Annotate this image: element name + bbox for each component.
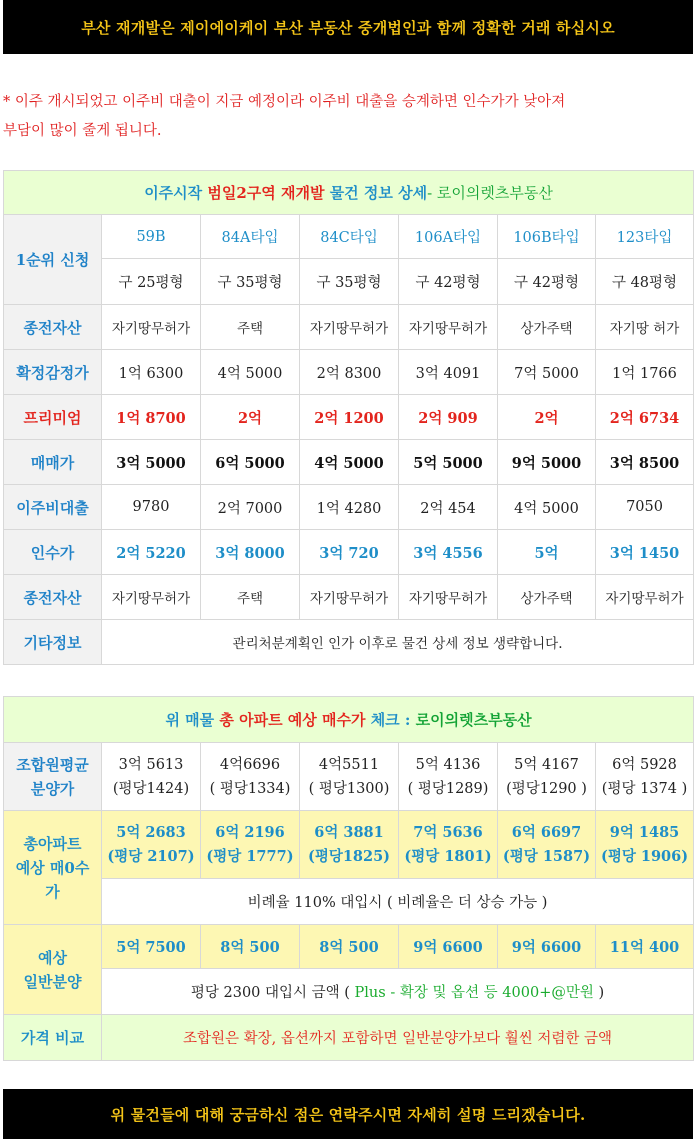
notice-line-2: 부담이 많이 줄게 됩니다. xyxy=(3,123,162,139)
table-cell xyxy=(399,811,498,879)
row-label-compare: 가격 비교 xyxy=(4,1015,102,1061)
size-cell: 구 48평형 xyxy=(596,259,694,305)
notice-line-1: * 이주 개시되었고 이주비 대출이 지금 예정이라 이주비 대출을 승계하면 인수가가 낮아져 xyxy=(3,94,566,110)
cell-line: 9억 1485 xyxy=(609,823,680,841)
row-label-total xyxy=(4,811,102,925)
table-cell xyxy=(498,743,596,811)
table-cell: 3억 720 xyxy=(300,530,399,575)
price-table-title-row xyxy=(4,697,694,743)
table-cell: 주택 xyxy=(201,575,300,620)
ratio-note-row xyxy=(4,879,694,925)
table-cell: 자기땅무허가 xyxy=(399,305,498,350)
table-row xyxy=(4,395,694,440)
title-part-1: 위 매물 xyxy=(165,711,220,729)
table-row xyxy=(4,530,694,575)
type-cell: 84C타입 xyxy=(300,215,399,259)
table-cell: 9780 xyxy=(102,485,201,530)
types-row xyxy=(4,215,694,259)
avg-price-row xyxy=(4,743,694,811)
cell-line: ( 평당1334) xyxy=(209,780,291,797)
property-table-title xyxy=(4,171,694,215)
label-line: 분양가 xyxy=(30,779,75,798)
type-cell: 123타입 xyxy=(596,215,694,259)
table-cell xyxy=(498,811,596,879)
table-cell xyxy=(300,811,399,879)
row-label: 인수가 xyxy=(4,530,102,575)
table-cell: 9억 5000 xyxy=(498,440,596,485)
row-label: 매매가 xyxy=(4,440,102,485)
table-cell: 상가주택 xyxy=(498,575,596,620)
table-cell: 6억 5000 xyxy=(201,440,300,485)
bottom-banner-text: 위 물건들에 대해 궁금하신 점은 연락주시면 자세히 설명 드리겠습니다. xyxy=(110,1105,586,1124)
cell-line: (평당 1777) xyxy=(206,847,294,865)
table-cell xyxy=(201,743,300,811)
table-cell: 8억 500 xyxy=(300,925,399,969)
table-cell: 5억 7500 xyxy=(102,925,201,969)
table-cell: 9억 6600 xyxy=(498,925,596,969)
sizes-row xyxy=(4,259,694,305)
table-cell: 7억 5000 xyxy=(498,350,596,395)
row-label: 이주비대출 xyxy=(4,485,102,530)
table-cell xyxy=(102,811,201,879)
label-line: 예상 매0수 xyxy=(15,858,90,877)
table-cell: 2억 7000 xyxy=(201,485,300,530)
general-note xyxy=(102,969,694,1015)
table-cell: 3억 4556 xyxy=(399,530,498,575)
title-highlight: 총 아파트 예상 매수가 xyxy=(219,711,366,729)
table-cell: 2억 6734 xyxy=(596,395,694,440)
cell-line: 6억 2196 xyxy=(215,823,285,841)
price-check-table xyxy=(3,696,694,1061)
type-cell: 106B타입 xyxy=(498,215,596,259)
cell-line: 3억 5613 xyxy=(118,756,184,773)
cell-line: 6억 6697 xyxy=(511,823,582,841)
table-cell: 1억 1766 xyxy=(596,350,694,395)
table-cell: 5억 5000 xyxy=(399,440,498,485)
table-cell: 4억 5000 xyxy=(201,350,300,395)
table-cell: 자기땅무허가 xyxy=(102,305,201,350)
table-cell: 자기땅무허가 xyxy=(399,575,498,620)
table-cell: 2억 xyxy=(201,395,300,440)
table-cell xyxy=(596,811,694,879)
row-label: 확정감정가 xyxy=(4,350,102,395)
table-cell: 자기땅무허가 xyxy=(300,575,399,620)
cell-line: 5억 4136 xyxy=(415,756,481,773)
type-cell: 59B xyxy=(102,215,201,259)
table-cell: 3억 5000 xyxy=(102,440,201,485)
note-plus: Plus - 확장 및 옵션 등 4000+@만원 xyxy=(354,985,594,1001)
title-area: 범일2구역 재개발 xyxy=(207,184,325,202)
table-cell: 7050 xyxy=(596,485,694,530)
table-cell: 자기땅무허가 xyxy=(300,305,399,350)
cell-line: (평당 1801) xyxy=(404,847,492,865)
title-part-3: 물건 정보 상세 xyxy=(324,184,428,202)
table-cell: 상가주택 xyxy=(498,305,596,350)
label-line: 가 xyxy=(45,882,60,901)
table-cell: 9억 6600 xyxy=(399,925,498,969)
notice-text xyxy=(3,88,565,146)
general-price-row xyxy=(4,925,694,969)
title-agency: 로이의렛츠부동산 xyxy=(415,711,532,729)
table-row xyxy=(4,350,694,395)
top-banner xyxy=(3,0,693,54)
table-cell: 1억 4280 xyxy=(300,485,399,530)
cell-line: ( 평당1300) xyxy=(308,780,390,797)
table-cell: 8억 500 xyxy=(201,925,300,969)
cell-line: 6억 5928 xyxy=(612,756,677,773)
row-label: 프리미엄 xyxy=(4,395,102,440)
cell-line: ( 평당1289) xyxy=(407,780,489,797)
table-cell: 3억 4091 xyxy=(399,350,498,395)
table-cell: 11억 400 xyxy=(596,925,694,969)
table-cell: 2억 909 xyxy=(399,395,498,440)
cell-line: 4억5511 xyxy=(318,756,380,773)
table-cell: 2억 8300 xyxy=(300,350,399,395)
cell-line: 5억 4167 xyxy=(514,756,579,773)
cell-line: 4억6696 xyxy=(219,756,281,773)
cell-line: (평당 2107) xyxy=(107,847,195,865)
size-cell: 구 42평형 xyxy=(498,259,596,305)
title-part-3: 체크 : xyxy=(365,711,416,729)
label-line: 일반분양 xyxy=(23,972,82,991)
cell-line: (평당 1374 ) xyxy=(601,780,688,797)
label-line: 조합원평균 xyxy=(16,755,89,774)
table-cell: 1억 8700 xyxy=(102,395,201,440)
table-cell: 5억 xyxy=(498,530,596,575)
size-cell: 구 35평형 xyxy=(201,259,300,305)
table-cell: 3억 8500 xyxy=(596,440,694,485)
cell-line: 7억 5636 xyxy=(413,823,483,841)
table-row xyxy=(4,575,694,620)
row-label: 종전자산 xyxy=(4,305,102,350)
label-line: 예상 xyxy=(38,948,67,967)
cell-line: 6억 3881 xyxy=(314,823,384,841)
row-label-priority: 1순위 신청 xyxy=(4,215,102,305)
table-cell: 자기땅 허가 xyxy=(596,305,694,350)
table-row xyxy=(4,305,694,350)
table-cell: 4억 5000 xyxy=(300,440,399,485)
cell-line: (평당1825) xyxy=(307,847,391,865)
bottom-banner xyxy=(3,1089,693,1139)
title-part-1: 이주시작 xyxy=(144,184,208,202)
table-cell: 주택 xyxy=(201,305,300,350)
property-table-title-row xyxy=(4,171,694,215)
ratio-note: 비례율 110% 대입시 ( 비례율은 더 상승 가능 ) xyxy=(102,879,694,925)
table-cell: 3억 8000 xyxy=(201,530,300,575)
table-cell xyxy=(399,743,498,811)
table-cell: 자기땅무허가 xyxy=(596,575,694,620)
total-price-row xyxy=(4,811,694,879)
note-part-1: 평당 2300 대입시 금액 ( xyxy=(190,985,355,1001)
type-cell: 106A타입 xyxy=(399,215,498,259)
size-cell: 구 42평형 xyxy=(399,259,498,305)
table-cell: 2억 454 xyxy=(399,485,498,530)
size-cell: 구 35평형 xyxy=(300,259,399,305)
other-info-row xyxy=(4,620,694,665)
cell-line: (평당1424) xyxy=(112,780,190,797)
size-cell: 구 25평형 xyxy=(102,259,201,305)
table-cell: 2억 xyxy=(498,395,596,440)
other-info-value: 관리처분계획인 인가 이후로 물건 상세 정보 생략합니다. xyxy=(102,620,694,665)
table-row xyxy=(4,440,694,485)
cell-line: (평당 1587) xyxy=(502,847,591,865)
row-label-avg xyxy=(4,743,102,811)
table-cell xyxy=(300,743,399,811)
table-cell: 2억 1200 xyxy=(300,395,399,440)
general-note-row xyxy=(4,969,694,1015)
row-label-general xyxy=(4,925,102,1015)
table-cell: 2억 5220 xyxy=(102,530,201,575)
property-info-table xyxy=(3,170,694,665)
table-cell xyxy=(596,743,694,811)
price-table-title xyxy=(4,697,694,743)
cell-line: 5억 2683 xyxy=(116,823,186,841)
cell-line: (평당 1906) xyxy=(600,847,689,865)
label-line: 총아파트 xyxy=(23,834,82,853)
table-cell xyxy=(102,743,201,811)
top-banner-text: 부산 재개발은 제이에이케이 부산 부동산 중개법인과 함께 정확한 거래 하십시오 xyxy=(81,18,615,37)
cell-line: (평당1290 ) xyxy=(506,780,587,797)
type-cell: 84A타입 xyxy=(201,215,300,259)
table-row xyxy=(4,485,694,530)
note-part-3: ) xyxy=(593,985,605,1001)
table-cell xyxy=(201,811,300,879)
table-cell: 3억 1450 xyxy=(596,530,694,575)
compare-value: 조합원은 확장, 옵션까지 포함하면 일반분양가보다 훨씬 저렴한 금액 xyxy=(102,1015,694,1061)
table-cell: 1억 6300 xyxy=(102,350,201,395)
title-agency: - 로이의렛츠부동산 xyxy=(427,184,553,202)
row-label-other: 기타정보 xyxy=(4,620,102,665)
compare-row xyxy=(4,1015,694,1061)
table-cell: 4억 5000 xyxy=(498,485,596,530)
row-label: 종전자산 xyxy=(4,575,102,620)
table-cell: 자기땅무허가 xyxy=(102,575,201,620)
